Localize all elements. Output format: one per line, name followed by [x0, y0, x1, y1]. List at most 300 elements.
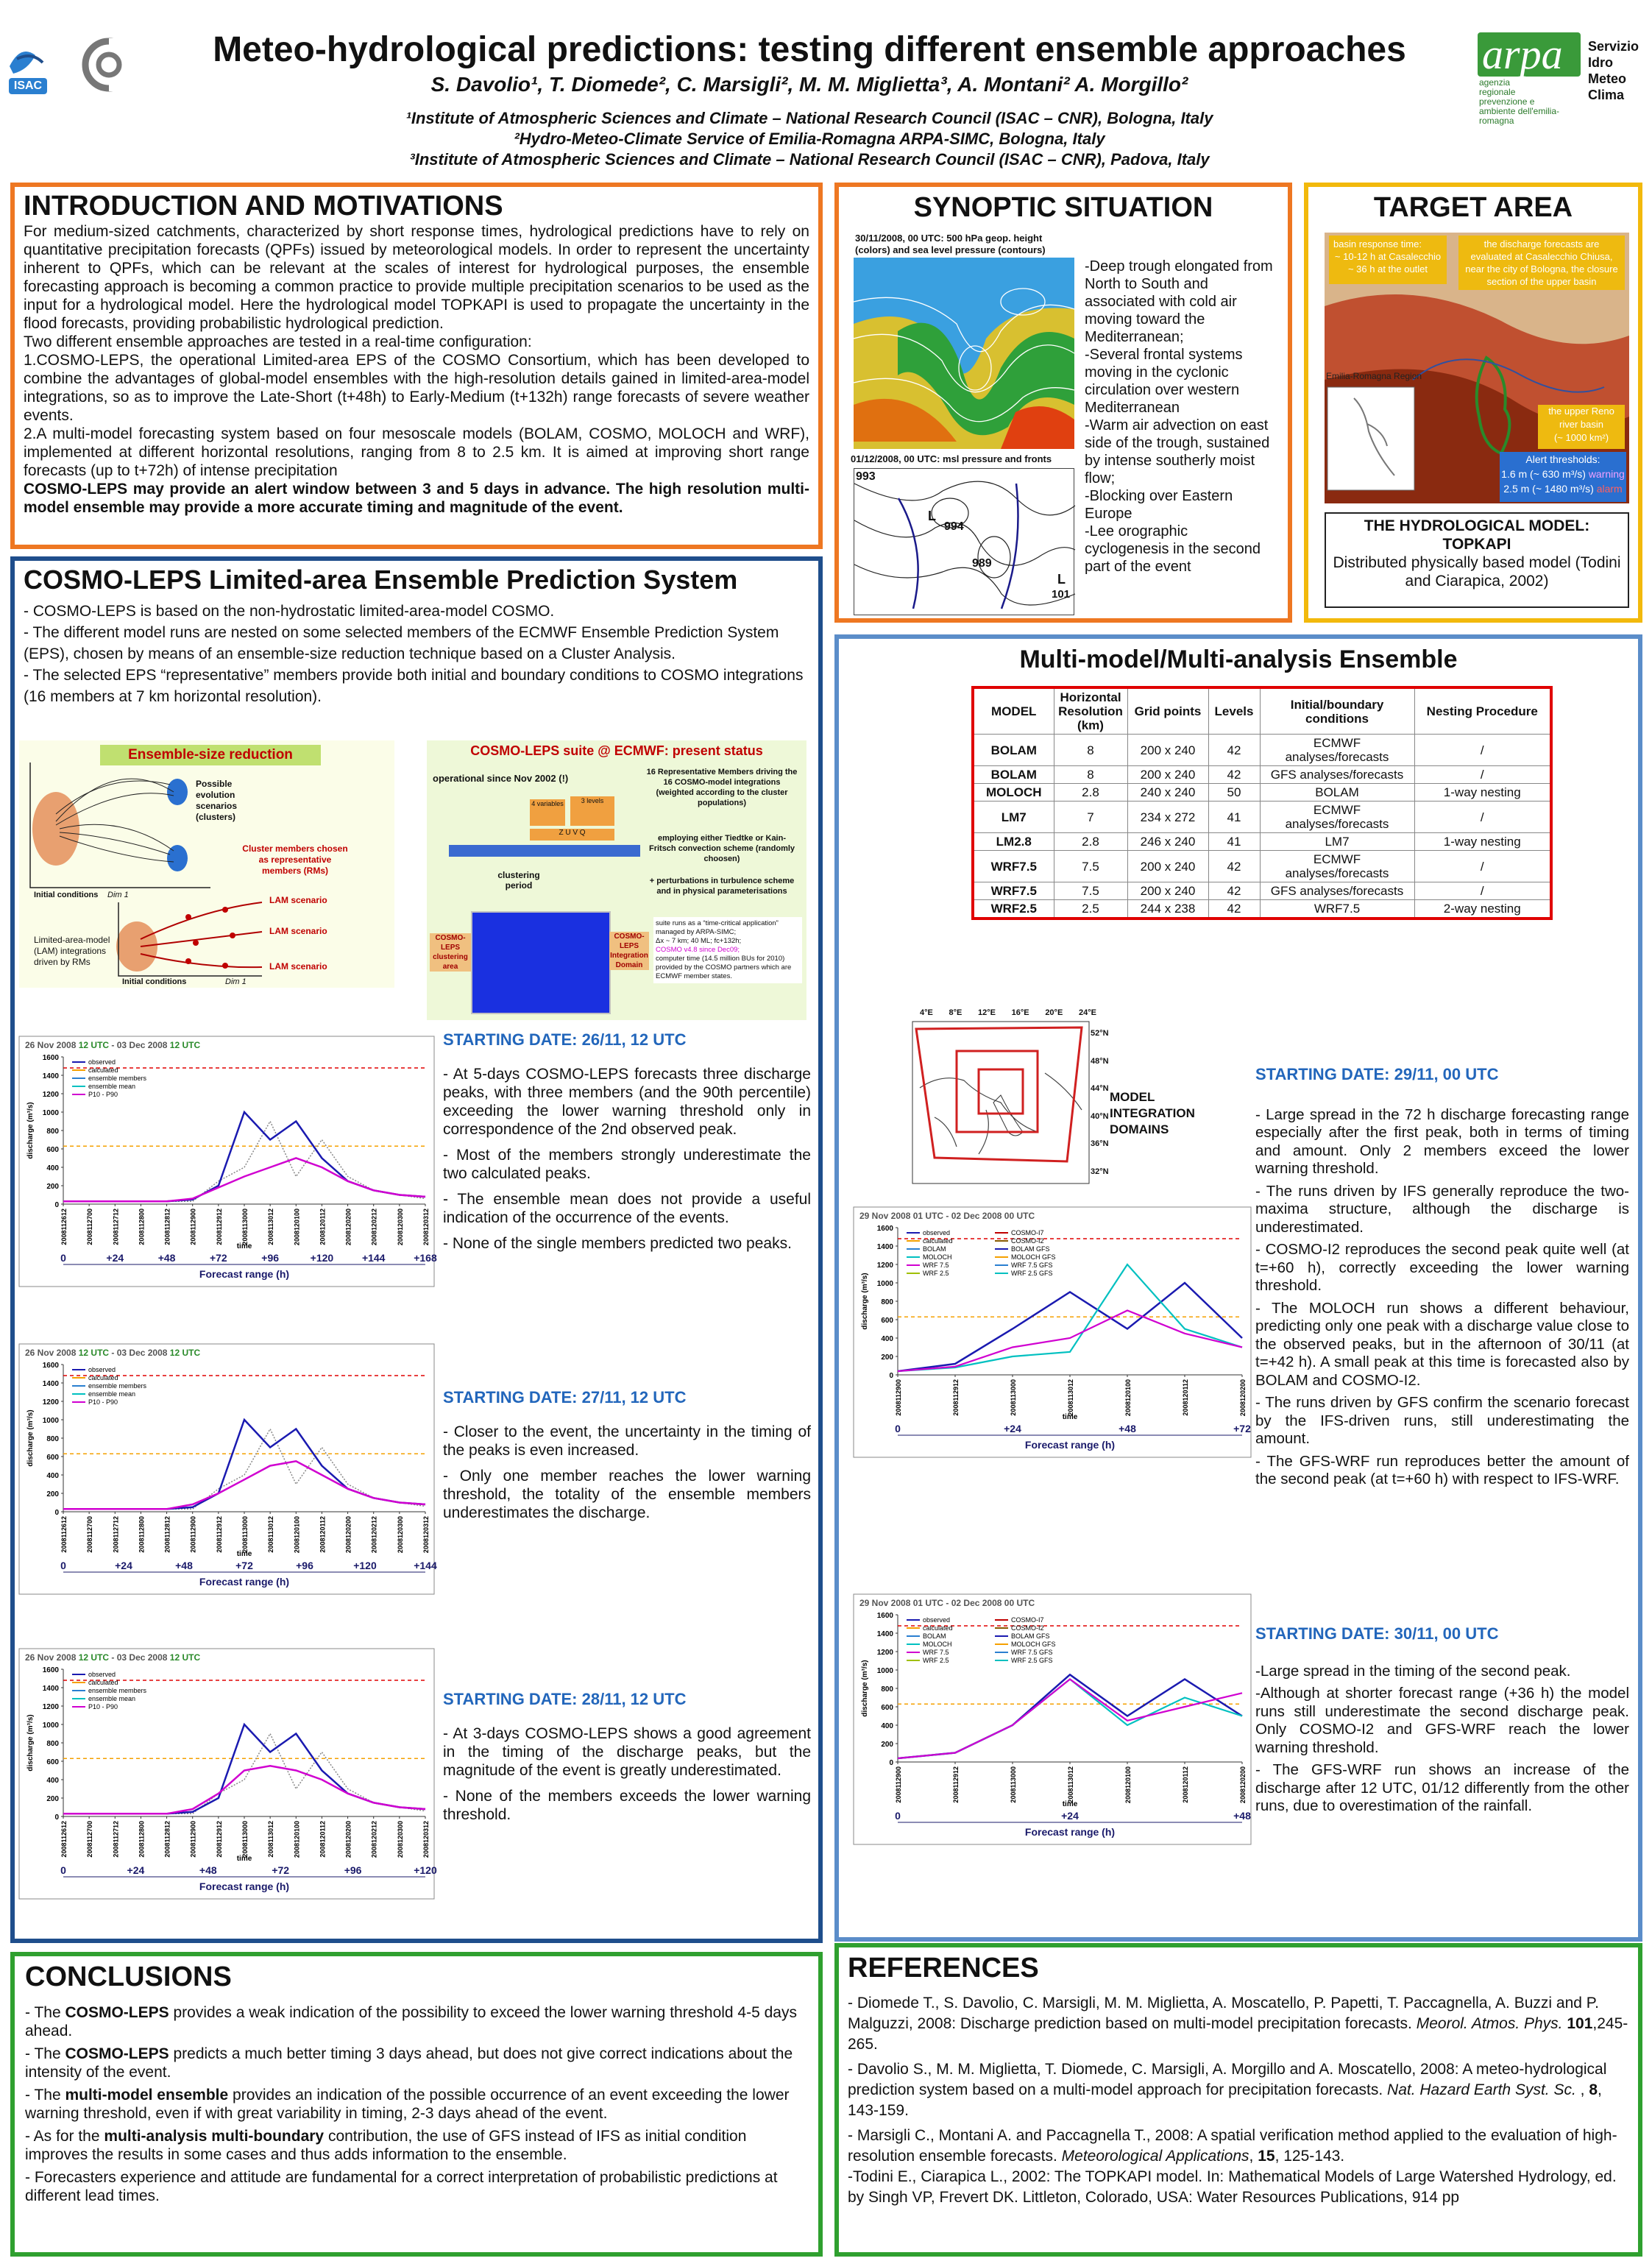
y-tick-label: 0	[54, 1509, 59, 1517]
th-model: MODEL	[973, 687, 1054, 735]
model-row	[973, 766, 1551, 784]
model-row	[973, 784, 1551, 802]
chart-title-part: 12 UTC	[169, 1040, 201, 1050]
y-tick-label: 0	[889, 1372, 893, 1380]
model-cell: 1-way nesting	[1414, 833, 1551, 851]
r2d: 8	[1589, 2081, 1598, 2098]
x-tick-label: 2008112812	[163, 1516, 171, 1553]
r3b: Meteorological Applications	[1061, 2148, 1249, 2165]
model-cell: WRF2.5	[973, 900, 1054, 919]
chart-5-svg	[854, 1594, 1251, 1844]
legend-label: ensemble members	[88, 1075, 147, 1082]
range-tick-label: 0	[895, 1810, 901, 1822]
legend-label: observed	[88, 1671, 116, 1678]
model-cell: ECMWF analyses/forecasts	[1260, 735, 1414, 766]
legend-label: P10 - P90	[88, 1091, 118, 1098]
x-tick-label: 2008113012	[267, 1516, 275, 1553]
domains-map-svg	[890, 1007, 1111, 1191]
suite-cosmo-leps: COSMO-LEPS clustering area	[430, 933, 471, 972]
arpa-sub-2: regionale	[1479, 87, 1516, 97]
mm-text-1-item-5: - The runs driven by GFS confirm the scenario forecast by the IFS-driven runs, still underestimating the amount.	[1255, 1394, 1629, 1447]
target-map	[1325, 233, 1629, 503]
lat-tick-6: 32°N	[1091, 1167, 1109, 1176]
range-tick-label: +96	[261, 1252, 280, 1264]
leps-text-1	[443, 1030, 811, 1253]
esr-cluster: Cluster members chosen as representative members (RMs)	[242, 843, 348, 876]
leps-text-3-heading: STARTING DATE: 28/11, 12 UTC	[443, 1690, 687, 1708]
intro-p5: COSMO-LEPS may provide an alert window between 3 and 5 days in advance. The high resolution multi-model ensemble may provide a more accurate timing and magnitude of the event.	[24, 481, 809, 516]
conclusion-3	[25, 2086, 808, 2123]
x-tick-label: 2008120112	[319, 1516, 327, 1553]
leps-text-1-item-1: - At 5-days COSMO-LEPS forecasts three discharge peaks, with three members (and the 90th percentile) exceeding the lower warning threshold only in correspondence of the 2nd observed peak.	[443, 1066, 811, 1138]
mm-text-2-item-1: -Large spread in the timing of the second peak.	[1255, 1662, 1571, 1680]
x-tick-label: 2008112900	[895, 1379, 902, 1416]
suite-box-3: Z U V Q	[530, 829, 614, 841]
range-tick-label: +168	[414, 1252, 437, 1264]
legend-label: COSMO-I2	[1011, 1624, 1044, 1632]
model-cell: 42	[1208, 766, 1260, 784]
model-cell: 8	[1054, 735, 1127, 766]
lat-tick-2: 48°N	[1091, 1056, 1109, 1066]
reference-3	[848, 2126, 1629, 2167]
mm-text-1-heading: STARTING DATE: 29/11, 00 UTC	[1255, 1065, 1499, 1083]
range-tick-label: +72	[209, 1252, 227, 1264]
simc-label	[1588, 38, 1647, 103]
multimodel-panel	[834, 634, 1642, 1942]
range-tick-label: +72	[1233, 1423, 1251, 1434]
x-tick-label: 2008120112	[1182, 1766, 1189, 1803]
x-axis-label: time	[236, 1550, 252, 1558]
conclusions-panel	[10, 1952, 823, 2257]
leps-panel	[10, 556, 823, 1943]
upper-reno-box	[1538, 405, 1625, 449]
x-tick-label: 2008113012	[267, 1209, 275, 1245]
leps-title: COSMO-LEPS Limited-area Ensemble Prediction System	[24, 565, 738, 595]
y-tick-label: 200	[46, 1183, 59, 1191]
intro-p4: 2.A multi-model forecasting system based on four mesoscale models (BOLAM, COSMO, MOLOCH and WRF), implemented at different horizontal resolutions, ranging from 8 to 2.5 km. It is aimed at improving short range forecasts (up to t+72h) of intense precipitation	[24, 425, 809, 479]
model-cell: WRF7.5	[1260, 900, 1414, 919]
chart-3	[19, 1649, 437, 1899]
x-tick-label: 2008112700	[86, 1516, 94, 1553]
th-levels: Levels	[1208, 687, 1260, 735]
pressure-label-5: L	[1057, 572, 1066, 587]
x-tick-label: 2008120200	[344, 1516, 352, 1554]
model-cell: 200 x 240	[1127, 735, 1208, 766]
y-tick-label: 1600	[42, 1666, 59, 1674]
model-cell: 42	[1208, 851, 1260, 882]
legend-label: COSMO-I7	[1011, 1229, 1044, 1236]
map1-caption: 30/11/2008, 00 UTC: 500 hPa geop. height (colors) and sea level pressure (contours)	[855, 233, 1046, 255]
range-tick-label: +48	[157, 1252, 176, 1264]
model-cell: /	[1414, 766, 1551, 784]
x-axis-label: time	[1062, 1413, 1078, 1421]
mm-text-1-item-1: - Large spread in the 72 h discharge forecasting range especially after the first peak, both in terms of timing and amount. Only 2 members exceed the lower warning threshold.	[1255, 1105, 1629, 1177]
model-cell: /	[1414, 735, 1551, 766]
model-row	[973, 900, 1551, 919]
affiliation-3: ³Institute of Atmospheric Sciences and Climate – National Research Council (ISAC – CNR), Padova, Italy	[409, 150, 1210, 169]
y-axis-label: discharge (m³/s)	[861, 1273, 869, 1330]
model-cell: 42	[1208, 900, 1260, 919]
legend-label: ensemble mean	[88, 1695, 136, 1702]
arpa-logo	[1478, 30, 1588, 126]
y-axis-label: discharge (m³/s)	[26, 1102, 35, 1159]
suite-domain-map	[471, 911, 611, 1014]
chart-3-svg	[19, 1649, 437, 1899]
x-tick-label: 2008113000	[241, 1209, 249, 1245]
range-tick-label: +72	[235, 1560, 253, 1571]
suite-perturb: + perturbations in turbulence scheme and in physical parameterisations	[649, 877, 795, 896]
model-cell: /	[1414, 882, 1551, 900]
model-row	[973, 802, 1551, 833]
r2e: , 143-159.	[848, 2081, 1602, 2119]
map2-caption: 01/12/2008, 00 UTC: msl pressure and fronts	[851, 453, 1052, 464]
legend-label: MOLOCH	[923, 1253, 952, 1261]
x-tick-label: 2008113012	[267, 1821, 275, 1858]
x-tick-label: 2008120200	[344, 1821, 352, 1858]
range-tick-label: 0	[60, 1864, 66, 1876]
model-cell: 2-way nesting	[1414, 900, 1551, 919]
c4a: - As for the	[25, 2128, 104, 2145]
y-tick-label: 1200	[42, 1091, 59, 1099]
model-cell: 41	[1208, 833, 1260, 851]
conclusion-2	[25, 2045, 808, 2081]
lon-tick-6: 24°E	[1078, 1008, 1096, 1017]
model-cell: 2.5	[1054, 900, 1127, 919]
x-tick-label: 2008112712	[112, 1821, 120, 1858]
y-tick-label: 1200	[876, 1649, 893, 1657]
affiliation-2: ²Hydro-Meteo-Climate Service of Emilia-Romagna ARPA-SIMC, Bologna, Italy	[514, 130, 1105, 148]
leps-bullet-1: - COSMO-LEPS is based on the non-hydrostatic limited-area-model COSMO.	[24, 603, 555, 620]
leps-text-2-item-2: - Only one member reaches the lower warning threshold, the totality of the ensemble members underestimates the discharge.	[443, 1468, 811, 1521]
x-tick-label: 2008113000	[1010, 1766, 1017, 1803]
range-tick-label: +120	[353, 1560, 377, 1571]
c3b: multi-model ensemble	[65, 2087, 229, 2103]
r3d: 15	[1258, 2148, 1275, 2165]
chart-title-part: 26 Nov 2008	[25, 1652, 79, 1663]
y-tick-label: 600	[46, 1758, 59, 1766]
y-tick-label: 1400	[42, 1072, 59, 1080]
leps-text-1-item-3: - The ensemble mean does not provide a useful indication of the occurrence of the events.	[443, 1191, 811, 1226]
range-axis-label: Forecast range (h)	[1024, 1826, 1116, 1838]
mm-text-1-item-3: - COSMO-I2 reproduces the second peak quite well (at t=+60 h), correctly exceeding the lower warning threshold.	[1255, 1241, 1629, 1294]
suite-title: COSMO-LEPS suite @ ECMWF: present status	[470, 743, 763, 758]
suite-box-2: 3 levels	[570, 796, 614, 826]
leps-text-2-item-1: - Closer to the event, the uncertainty in the timing of the peaks is even increased.	[443, 1423, 811, 1459]
chart-frame	[854, 1594, 1251, 1844]
chart-title-part: 26 Nov 2008	[25, 1348, 79, 1358]
x-tick-label: 2008112700	[86, 1209, 94, 1245]
legend-label: calculated	[88, 1679, 118, 1686]
model-table	[971, 686, 1553, 920]
model-cell: MOLOCH	[973, 784, 1054, 802]
range-tick-label: +24	[115, 1560, 132, 1571]
x-tick-label: 2008120212	[370, 1209, 378, 1246]
integration-domains-map	[890, 1007, 1111, 1191]
y-tick-label: 600	[881, 1317, 893, 1325]
model-cell: 1-way nesting	[1414, 784, 1551, 802]
lat-tick-1: 52°N	[1091, 1029, 1109, 1038]
leps-bullet-2: - The different model runs are nested on some selected members of the ECMWF Ensemble Prediction System (EPS), chosen by means of an ensemble-size reduction technique based on a Cluster Analysis.	[24, 624, 779, 662]
suite-note-1: suite runs as a “time-critical application” managed by ARPA-SIMC;	[656, 919, 779, 936]
mm-text-2-item-3: - The GFS-WRF run shows an increase of the discharge after 12 UTC, 01/12 differently from the other runs, due to overestimation of the rainfall.	[1255, 1761, 1629, 1814]
basin-response-box	[1329, 236, 1447, 284]
y-tick-label: 1000	[42, 1417, 59, 1425]
r2b: Nat. Hazard Earth Syst. Sc.	[1387, 2081, 1576, 2098]
range-tick-label: +144	[414, 1560, 437, 1571]
r1e: ,245-265.	[848, 2015, 1628, 2053]
chart-4	[854, 1207, 1251, 1457]
model-cell: ECMWF analyses/forecasts	[1260, 802, 1414, 833]
model-cell: LM7	[1260, 833, 1414, 851]
model-cell: 7.5	[1054, 851, 1127, 882]
alert-warning-value: 1.6 m (~ 630 m³/s)	[1501, 468, 1586, 480]
chart-2	[19, 1344, 437, 1594]
model-cell: 42	[1208, 882, 1260, 900]
range-tick-label: +48	[199, 1864, 217, 1876]
lat-tick-3: 44°N	[1091, 1084, 1109, 1094]
chart-title-part: 12 UTC	[169, 1652, 201, 1663]
mm-text-1-item-2: - The runs driven by IFS generally reproduce the two-maxima structure, although the discharge is underestimated.	[1255, 1182, 1629, 1236]
alert-alarm-word: alarm	[1596, 483, 1623, 495]
lon-tick-2: 8°E	[949, 1008, 963, 1017]
esr-dim1-2: Dim 1	[225, 977, 247, 986]
legend-label: MOLOCH	[923, 1641, 952, 1648]
x-tick-label: 2008120100	[293, 1516, 301, 1554]
suite-note-2: Δx ~ 7 km; 40 ML; fc+132h;	[656, 937, 742, 945]
range-tick-label: +96	[344, 1864, 362, 1876]
y-tick-label: 1400	[42, 1685, 59, 1693]
y-tick-label: 200	[881, 1354, 893, 1362]
synoptic-panel	[834, 183, 1292, 623]
c4b: multi-analysis multi-boundary	[104, 2128, 325, 2145]
mm-text-2-item-2: -Although at shorter forecast range (+36 h) the model runs still underestimate the second discharge peak. Only COSMO-I2 and GFS-WRF reach the lower warning threshold.	[1255, 1685, 1629, 1756]
intro-p1: For medium-sized catchments, characterized by short response times, hydrological predictions have to rely on quantitative precipitation forecasts (QPFs) issued by meteorological models. In order to represent the uncertainty inherent to QPFs, which can be relevant at the scales of interest for hydrological purposes, the ensemble forecasting approach is becoming a common practice to provide multiple precipitation scenarios to be used as the input for a hydrological model. Here the hydrological model TOPKAPI is used to propagate the uncertainty in the flood forecasts, providing probabilistic hydrological prediction.	[24, 223, 809, 332]
x-tick-label: 2008112812	[163, 1821, 171, 1858]
legend-label: ensemble mean	[88, 1083, 136, 1090]
x-tick-label: 2008120100	[293, 1209, 301, 1246]
r1b: Meorol. Atmos. Phys.	[1416, 2015, 1563, 2032]
conclusion-1	[25, 2003, 808, 2040]
chart-title	[25, 1652, 200, 1663]
simc-1: Servizio	[1588, 39, 1639, 54]
x-tick-label: 2008120312	[422, 1209, 430, 1246]
arpa-sub-1: agenzia	[1479, 77, 1511, 88]
legend-label: COSMO-I2	[1011, 1237, 1044, 1245]
chart-1	[19, 1036, 437, 1287]
x-tick-label: 2008112900	[189, 1516, 197, 1553]
suite-notes	[653, 917, 802, 983]
reference-1	[848, 1993, 1629, 2055]
lat-tick-5: 36°N	[1091, 1139, 1109, 1149]
y-tick-label: 0	[54, 1814, 59, 1822]
alert-box	[1500, 452, 1626, 502]
r3c: ,	[1249, 2148, 1258, 2165]
ensemble-size-reduction-figure	[19, 740, 394, 988]
pressure-label-2: 994	[944, 520, 964, 533]
alert-alarm-value: 2.5 m (~ 1480 m³/s)	[1503, 483, 1594, 495]
multimodel-title: Multi-model/Multi-analysis Ensemble	[1019, 645, 1458, 673]
x-tick-label: 2008120200	[1239, 1766, 1247, 1804]
y-tick-label: 800	[881, 1298, 893, 1306]
range-tick-label: +72	[272, 1864, 290, 1876]
legend-label: calculated	[88, 1066, 118, 1074]
model-cell: 2.8	[1054, 784, 1127, 802]
chart-title-part: 12 UTC	[78, 1652, 110, 1663]
intro-title: INTRODUCTION AND MOTIVATIONS	[24, 191, 503, 222]
domains-label: MODEL INTEGRATION DOMAINS	[1110, 1090, 1195, 1136]
leps-text-1-heading: STARTING DATE: 26/11, 12 UTC	[443, 1030, 687, 1049]
x-tick-label: 2008120300	[396, 1821, 404, 1858]
y-axis-label: discharge (m³/s)	[26, 1409, 35, 1467]
arpa-logo-text: arpa	[1482, 30, 1563, 78]
legend-label: ensemble members	[88, 1687, 147, 1694]
legend-label: observed	[923, 1229, 951, 1236]
model-cell: BOLAM	[973, 766, 1054, 784]
x-tick-label: 2008120300	[396, 1209, 404, 1246]
y-axis-label: discharge (m³/s)	[861, 1660, 869, 1717]
y-tick-label: 600	[46, 1146, 59, 1154]
model-cell: 200 x 240	[1127, 882, 1208, 900]
basin-response-line3: ~ 36 h at the outlet	[1347, 263, 1428, 275]
chart-title	[25, 1348, 200, 1358]
legend-label: ensemble mean	[88, 1390, 136, 1398]
legend-label: BOLAM	[923, 1245, 946, 1253]
y-tick-label: 1200	[876, 1262, 893, 1270]
range-tick-label: 0	[60, 1560, 66, 1571]
simc-3: Meteo	[1588, 71, 1627, 86]
x-tick-label: 2008113000	[241, 1821, 249, 1858]
x-tick-label: 2008120200	[344, 1209, 352, 1246]
upper-reno-line2: river basin	[1559, 419, 1603, 430]
y-tick-label: 1400	[42, 1380, 59, 1388]
range-tick-label: 0	[60, 1252, 66, 1264]
y-tick-label: 200	[46, 1490, 59, 1499]
chart-title-part: - 03 Dec 2008	[109, 1348, 170, 1358]
suite-timeline	[449, 845, 640, 857]
legend-label: WRF 2.5	[923, 1657, 949, 1664]
alert-warning-word: warning	[1588, 468, 1625, 480]
arpa-sub-3: prevenzione e	[1479, 96, 1535, 107]
model-cell: 7.5	[1054, 882, 1127, 900]
y-tick-label: 600	[46, 1454, 59, 1462]
leps-text-3	[443, 1690, 811, 1824]
range-axis-label: Forecast range (h)	[1024, 1439, 1116, 1451]
legend-label: observed	[88, 1058, 116, 1066]
suite-operational: operational since Nov 2002 (!)	[433, 773, 569, 784]
x-tick-label: 2008113000	[1010, 1379, 1017, 1416]
c1a: - The	[25, 2004, 65, 2021]
model-row	[973, 882, 1551, 900]
reference-2	[848, 2059, 1629, 2121]
esr-dim1-1: Dim 1	[107, 891, 129, 899]
range-axis-label: Forecast range (h)	[199, 1880, 290, 1892]
model-cell: LM2.8	[973, 833, 1054, 851]
pressure-label-1: 993	[856, 470, 876, 483]
x-tick-label: 2008112800	[138, 1516, 146, 1553]
model-cell: 8	[1054, 766, 1127, 784]
range-tick-label: +48	[1119, 1423, 1136, 1434]
legend-label: BOLAM	[923, 1632, 946, 1640]
range-tick-label: +24	[106, 1252, 124, 1264]
model-cell: 41	[1208, 802, 1260, 833]
chart-title-part: 12 UTC	[169, 1348, 201, 1358]
topkapi-title-1: THE HYDROLOGICAL MODEL:	[1364, 517, 1590, 534]
legend-label: P10 - P90	[88, 1398, 118, 1406]
y-tick-label: 400	[881, 1722, 893, 1730]
lon-tick-3: 12°E	[978, 1008, 996, 1017]
lon-ticks	[920, 1008, 1096, 1017]
leps-text-1-item-4: - None of the single members predicted two peaks.	[443, 1235, 792, 1252]
range-tick-label: +24	[1004, 1423, 1021, 1434]
legend-label: WRF 7.5 GFS	[1011, 1262, 1053, 1269]
suite-clustering: clustering period	[497, 870, 540, 891]
range-tick-label: +48	[1233, 1810, 1251, 1822]
x-tick-label: 2008113012	[1067, 1766, 1074, 1803]
chart-2-svg	[19, 1344, 437, 1594]
region-label: Emilia-Romagna Region	[1326, 371, 1422, 381]
legend-label: BOLAM GFS	[1011, 1245, 1050, 1253]
references-title: REFERENCES	[848, 1953, 1039, 1984]
c4c: contribution, the use of GFS instead of IFS as initial condition improves the results in some cases and thus adds information to the ensemble.	[25, 2128, 747, 2163]
y-tick-label: 800	[46, 1435, 59, 1443]
y-tick-label: 1600	[42, 1054, 59, 1062]
range-tick-label: +120	[310, 1252, 334, 1264]
range-tick-label: +120	[414, 1864, 437, 1876]
r3a: - Marsigli C., Montani A. and Paccagnella T., 2008: A spatial verification method applied to the evaluation of high-resolution ensemble forecasts.	[848, 2127, 1617, 2165]
x-tick-label: 2008120312	[422, 1516, 430, 1554]
x-tick-label: 2008120100	[1124, 1379, 1132, 1417]
r1a: - Diomede T., S. Davolio, C. Marsigli, M. M. Miglietta, A. Moscatello, P. Papetti, T. Paccagnella, A. Buzzi and P. Malguzzi, 2008: Discharge prediction based on multi-model precipitation forecasts.	[848, 1995, 1599, 2032]
mm-text-1-item-6: - The GFS-WRF run reproduces better the amount of the second peak (at t=+60 h) with respect to IFS-WRF.	[1255, 1452, 1629, 1487]
y-tick-label: 200	[46, 1795, 59, 1803]
suite-box-1: 4 variables	[530, 799, 565, 826]
th-conditions: Initial/boundary conditions	[1260, 687, 1414, 735]
legend-label: WRF 2.5 GFS	[1011, 1657, 1053, 1664]
legend-label: calculated	[88, 1374, 118, 1381]
msl-pressure-map	[854, 468, 1074, 615]
legend-label: WRF 2.5 GFS	[1011, 1270, 1053, 1277]
y-tick-label: 1000	[876, 1667, 893, 1675]
x-tick-label: 2008120312	[422, 1821, 430, 1858]
esr-possible: Possible evolution scenarios (clusters)	[196, 779, 238, 822]
legend-label: WRF 7.5	[923, 1262, 949, 1269]
x-tick-label: 2008112712	[112, 1516, 120, 1553]
r2a: - Davolio S., M. M. Miglietta, T. Diomede, C. Marsigli, A. Morgillo and A. Moscatello, 2008: A meteo-hydrological prediction system based on a multi-model approach for precipitation forecasts.	[848, 2061, 1607, 2098]
geopotential-map	[854, 258, 1074, 449]
y-tick-label: 1200	[42, 1398, 59, 1407]
legend-label: calculated	[923, 1237, 953, 1245]
r3e: , 125-143.	[1275, 2148, 1345, 2165]
model-cell: WRF7.5	[973, 851, 1054, 882]
x-tick-label: 2008112800	[138, 1209, 146, 1245]
range-tick-label: +96	[296, 1560, 313, 1571]
model-cell: BOLAM	[1260, 784, 1414, 802]
model-cell: 244 x 238	[1127, 900, 1208, 919]
model-cell: ECMWF analyses/forecasts	[1260, 851, 1414, 882]
legend-label: WRF 7.5 GFS	[1011, 1649, 1053, 1656]
y-tick-label: 1600	[876, 1612, 893, 1620]
intro-p2: Two different ensemble approaches are tested in a real-time configuration:	[24, 333, 532, 350]
y-tick-label: 800	[46, 1740, 59, 1748]
th-nesting: Nesting Procedure	[1414, 687, 1551, 735]
conclusion-5: - Forecasters experience and attitude are fundamental for a correct interpretation of probabilistic predictions at different lead times.	[25, 2169, 778, 2204]
lat-ticks	[1091, 1029, 1109, 1176]
model-cell: WRF7.5	[973, 882, 1054, 900]
x-axis-label: time	[236, 1855, 252, 1863]
chart-5	[854, 1594, 1251, 1844]
legend-label: WRF 2.5	[923, 1270, 949, 1277]
chart-title-part: - 03 Dec 2008	[109, 1040, 170, 1050]
